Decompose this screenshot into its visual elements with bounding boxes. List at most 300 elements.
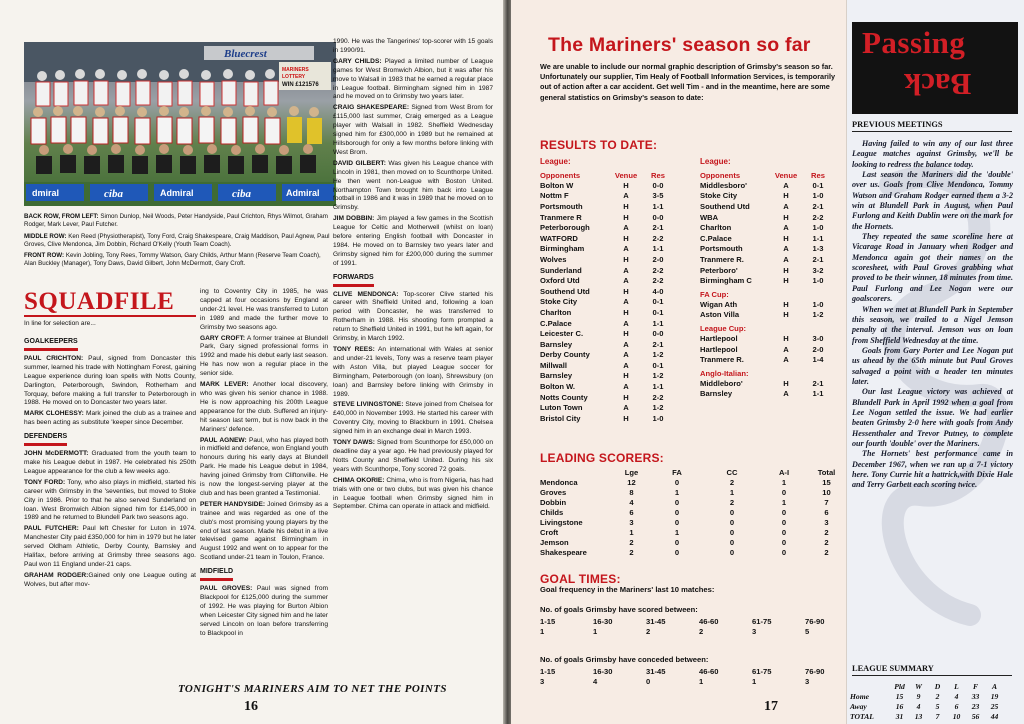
result-row xyxy=(700,333,832,344)
player-entry: PAUL FUTCHER: Paul left Chester for Luton in 1974. Manchester City paid £350,000 for him in 1979 but he later served Oldham Athletic, Derby County, Barnsley and Halifax, before arriving at Grimsby three seasons ago. Paul won 11 England under-21 caps. xyxy=(24,525,196,568)
cell: Charlton xyxy=(700,223,732,233)
cell: Hartlepool xyxy=(700,344,738,354)
cell: 2-2 xyxy=(652,265,664,275)
cell: H xyxy=(783,191,789,201)
results-heading: RESULTS TO DATE: xyxy=(540,138,658,152)
cell: Away xyxy=(850,701,867,711)
cell: WATFORD xyxy=(540,233,578,243)
cell: A xyxy=(783,180,789,190)
result-row xyxy=(540,286,672,297)
player-entry: GARY CHILDS: Played a limited number of League games for West Bromwich Albion, but it was after his move to Walsall in 1983 that he earned a regular place in League football. Birmingham signed him in 1987 and he moved on to Grimsby two years later. xyxy=(333,57,493,101)
cell: 0 xyxy=(781,547,787,557)
cell: 1 xyxy=(729,488,735,498)
scorer-row xyxy=(540,498,846,508)
scored-label: No. of goals Grimsby have scored between: xyxy=(540,605,698,614)
result-row xyxy=(700,212,832,223)
cell: A xyxy=(623,403,629,413)
cell: 4 xyxy=(629,498,634,508)
competition-subheading: FA Cup: xyxy=(700,289,729,299)
summary-header-row: Pld W D L F A xyxy=(894,682,998,692)
cell: 1-1 xyxy=(652,244,664,254)
scorer-row xyxy=(540,527,846,537)
result-row xyxy=(540,275,672,286)
cell: H xyxy=(623,286,629,296)
cell: 0 xyxy=(674,478,680,488)
results-table-left xyxy=(540,167,672,424)
result-row xyxy=(540,212,672,223)
cell: 7 xyxy=(824,498,829,508)
back-title-inverted: Back xyxy=(904,67,972,102)
cell: Aston Villa xyxy=(700,310,740,320)
player-entry: CHIMA OKORIE: Chima, who is from Nigeria, has had trials with one or two clubs, but was given his chance in League football when Grimsby signed him in September. Chima can operate in attack and midfield. xyxy=(333,476,494,511)
player-entry: CRAIG SHAKESPEARE: Signed from West Brom for £115,000 last summer, Craig emerged as a League player with Walsall in 1982. Sheffield Wednesday signed him for £300,000 in 1989 but he remained at Hillsborough for only a few months before linking with West Brom. xyxy=(333,104,493,156)
cell: 56 xyxy=(971,711,980,721)
cell: A xyxy=(623,297,629,307)
intro-paragraph: We are unable to include our normal graphic description of Grimsby's season so far. Unfortunately our supplier, Tim Healy of Football Information Services, is temporarily out of action after a car accident. Get well Tim - and in the meantime, here are some general statistics on Grimsby's season to date: xyxy=(540,62,836,102)
cell: Luton Town xyxy=(540,403,583,413)
cell: 0 xyxy=(729,537,735,547)
cell: Portsmouth xyxy=(700,244,743,254)
cell: A xyxy=(783,355,789,365)
cell: 2-2 xyxy=(652,392,664,402)
cell: H xyxy=(623,233,629,243)
cell: 2 xyxy=(699,626,704,636)
cell: A xyxy=(623,339,629,349)
player-entry: TONY FORD: Tony, who also plays in midfield, started his career with Grimsby in the 'seventies, but moved to Stoke City in 1986. Prior to that he also served Sunderland on loan. West Bromwich Albion signed him for £145,000 in 1989 and he returned to Blundell Park two seasons ago. xyxy=(24,478,196,522)
cell: Peterborough xyxy=(540,223,590,233)
summary-row xyxy=(850,711,1004,721)
cell: Millwall xyxy=(540,360,568,370)
competition-subheading: League Cup: xyxy=(700,324,746,334)
cell: 25 xyxy=(990,701,999,711)
stand-sign: Bluecrest xyxy=(224,48,267,60)
cell: 0 xyxy=(674,547,680,557)
cell: 0-0 xyxy=(652,180,664,190)
cell: 0-1 xyxy=(652,360,664,370)
result-row xyxy=(540,222,672,233)
paragraph: Last season the Mariners did the 'double' over us. Goals from Clive Mendonca, Tommy Watson and Graham Rodger earned them a 3-2 win at Blundell Park in August, when Paul Furlong and Keith Dublin were on the mark for the Hornets. xyxy=(852,170,1013,231)
cell: A xyxy=(623,382,629,392)
result-row xyxy=(540,413,672,424)
cell: Home xyxy=(850,692,869,702)
league-summary-heading: LEAGUE SUMMARY xyxy=(852,664,934,673)
player-entry: PAUL AGNEW: Paul, who has played both in midfield and defence, won England youth honours during his early days at Blundell Park. He made his League debut in 1984, having joined Grimsby from Cliftonville. He is now the longest-serving player at the club and has been granted a Testimonial. xyxy=(200,436,328,497)
cell: 1-15 xyxy=(540,666,556,676)
cell: 16 xyxy=(895,701,904,711)
result-row xyxy=(540,371,672,382)
cell: 0 xyxy=(674,518,680,527)
cell: Southend Utd xyxy=(700,201,750,211)
cell: 61-75 xyxy=(752,666,772,676)
cell: 2-2 xyxy=(652,276,664,286)
ad-board-1: dmiral xyxy=(32,188,60,198)
cell: 0 xyxy=(674,498,680,508)
cell: 2 xyxy=(646,626,651,636)
result-row xyxy=(540,191,672,202)
cell: 2 xyxy=(729,498,735,508)
result-row xyxy=(540,244,672,255)
cell: 1 xyxy=(593,626,598,636)
cell: Tranmere R. xyxy=(700,355,744,365)
cell: A xyxy=(623,223,629,233)
cell: 0 xyxy=(729,527,735,537)
cell: 6 xyxy=(954,701,959,711)
cell: Barnsley xyxy=(700,389,733,399)
result-row xyxy=(540,233,672,244)
cell: 4 xyxy=(593,676,598,686)
result-row xyxy=(540,307,672,318)
ad-board-5: Admiral xyxy=(286,188,320,198)
result-row xyxy=(540,265,672,276)
result-row xyxy=(700,389,832,400)
cell: 12 xyxy=(627,478,636,488)
cell: 1-0 xyxy=(812,299,824,309)
cell: 2-2 xyxy=(652,233,664,243)
cell: H xyxy=(623,201,629,211)
results-header-row: Opponents Venue Res xyxy=(540,171,665,180)
cell: H xyxy=(783,265,789,275)
cell: A xyxy=(623,276,629,286)
cell: 0 xyxy=(781,518,787,527)
cell: 0 xyxy=(781,508,787,518)
footer-strapline: TONIGHT'S MARINERS AIM TO NET THE POINTS xyxy=(178,683,447,695)
cell: 3-0 xyxy=(812,333,824,343)
cell: 8 xyxy=(629,488,634,498)
result-row xyxy=(700,275,832,286)
result-row xyxy=(540,350,672,361)
cell: Birmingham C xyxy=(700,276,752,286)
player-entry: MARK CLOHESSY: Mark joined the club as a trainee and has been acting as substitute 'keeper since December. xyxy=(24,410,196,427)
cell: 0-1 xyxy=(652,307,664,317)
cell: 4 xyxy=(916,701,921,711)
cell: 1 xyxy=(540,626,545,636)
cell: A xyxy=(783,244,789,254)
defenders-heading: DEFENDERS xyxy=(24,433,196,446)
cell: 2-1 xyxy=(812,378,824,388)
result-row xyxy=(540,392,672,403)
result-row xyxy=(540,254,672,265)
cell: Peterboro' xyxy=(700,265,738,275)
cell: A xyxy=(623,350,629,360)
cell: H xyxy=(623,371,629,381)
result-row xyxy=(700,344,832,355)
ad-board-3: Admiral xyxy=(160,188,194,198)
player-entry: TONY REES: An international with Wales at senior and under-21 levels, Tony was a reserve team player with Aston Villa, but played League soccer for Birmingham, Peterborough (on loan), Shrewsbury (on loan) and Barnsley before linking with Grimsby in 1989. xyxy=(333,346,493,398)
cell: 4-0 xyxy=(652,286,664,296)
cell: Wolves xyxy=(540,254,567,264)
cell: 44 xyxy=(990,711,999,721)
cell: H xyxy=(783,299,789,309)
photo-caption xyxy=(24,213,334,272)
cell: 1-0 xyxy=(812,191,824,201)
player-entry: DAVID GILBERT: Was given his League chance with Lincoln in 1981, then moved on to Scunthorpe United. He then went non-League with Boston United. Northampton Town brought him back into League football in 1986 and it was in 1989 that he moved on to Grimsby. xyxy=(333,159,493,212)
heading-rule xyxy=(852,675,1012,676)
team-photo xyxy=(24,42,336,206)
cell: 0 xyxy=(646,676,651,686)
board-line-1: MARINERS xyxy=(282,67,309,73)
paragraph: They repeated the same scoreline here at Vicarage Road in January when Rodger and Mendonca again got their names on the scoresheet, with Paul Groves grabbing what proved to be their winner, 18 minutes from time. Paul Furlong and Lee Nogan were our goalscorers. xyxy=(852,232,1013,304)
squadfile-title: SQUADFILE xyxy=(24,288,175,315)
cell: 15 xyxy=(822,478,831,488)
cell: A xyxy=(623,318,629,328)
cell: H xyxy=(623,307,629,317)
title-rule xyxy=(24,315,196,317)
cell: Bristol City xyxy=(540,413,581,423)
result-row xyxy=(700,222,832,233)
result-row xyxy=(700,299,832,310)
cell: H xyxy=(783,276,789,286)
cell: H xyxy=(783,310,789,320)
cell: 1-2 xyxy=(652,350,664,360)
cell: H xyxy=(783,233,789,243)
cell: A xyxy=(783,254,789,264)
page-number-left: 16 xyxy=(244,699,258,714)
cell: 76-90 xyxy=(805,666,825,676)
cell: Shakespeare xyxy=(540,547,587,557)
heading-rule xyxy=(852,131,1012,132)
cell: 23 xyxy=(971,701,980,711)
cell: 0-0 xyxy=(652,329,664,339)
caption-front-row: FRONT ROW: Kevin Jobling, Tony Rees, Tommy Watson, Gary Childs, Arthur Mann (Reserve Team Coach), Alan Buckley (Manager), Tony Daws, David Gilbert, John McDermott, Gary Croft. xyxy=(24,252,321,268)
cell: 2 xyxy=(629,547,634,557)
page-number-right: 17 xyxy=(764,699,778,714)
player-entry: GARY CROFT: A former trainee at Blundell Park, Gary signed professional forms in 1992 and made his debut early last season. He has now won a regular place in the senior side. xyxy=(200,334,328,378)
cell: 1 xyxy=(699,676,704,686)
result-row xyxy=(700,378,832,389)
squad-column-1 xyxy=(24,333,196,592)
summary-row xyxy=(850,702,1004,712)
cell: Wigan Ath xyxy=(700,299,738,309)
scorer-row xyxy=(540,518,846,528)
player-entry: GRAHAM RODGER:Gained only one League outing at Wolves, but after mov- xyxy=(24,571,196,588)
player-entry: PAUL GROVES: Paul was signed from Blackpool for £125,000 during the summer of 1992. He was playing for Burton Albion when Leicester City signed him and he later served Lincoln on loan before transferring to Blackpool in xyxy=(200,585,328,637)
cell: 2-0 xyxy=(812,344,824,354)
paragraph: When we met at Blundell Park in September this season, we trailed to a Nigel Jemson penalty at the interval. Jemson was on loan from Sheffield Wednesday at the time. xyxy=(852,304,1013,345)
cell: Middleboro' xyxy=(700,378,743,388)
cell: C.Palace xyxy=(540,318,572,328)
cell: 2 xyxy=(824,527,829,537)
cell: 7 xyxy=(935,711,940,721)
cell: 3 xyxy=(805,676,810,686)
cell: 46-60 xyxy=(699,666,719,676)
cell: 1-0 xyxy=(812,223,824,233)
cell: Stoke City xyxy=(540,297,578,307)
cell: 1 xyxy=(781,478,787,488)
paragraph: Goals from Gary Porter and Lee Nogan put us ahead by the 65th minute but Paul Groves salvaged a point with a header ten minutes later. xyxy=(852,345,1013,386)
forwards-heading: FORWARDS xyxy=(333,274,493,287)
previous-meetings-text xyxy=(852,139,1013,491)
cell: 2 xyxy=(729,478,735,488)
cell: H xyxy=(783,333,789,343)
cell: Livingstone xyxy=(540,518,583,527)
scorer-row xyxy=(540,537,846,547)
cell: 3 xyxy=(540,676,545,686)
cell: 9 xyxy=(916,692,921,702)
cell: 2-1 xyxy=(652,223,664,233)
cell: 1 xyxy=(674,488,680,498)
cell: 2-2 xyxy=(812,212,824,222)
cell: 1-2 xyxy=(652,403,664,413)
results-table-right xyxy=(700,167,832,399)
results-header-row: Opponents Venue Res xyxy=(700,171,825,180)
season-title: The Mariners' season so far xyxy=(548,34,811,56)
result-row xyxy=(540,381,672,392)
cell: 1-1 xyxy=(812,233,824,243)
cell: 76-90 xyxy=(805,616,825,626)
cell: 1-3 xyxy=(812,244,824,254)
cell: 61-75 xyxy=(752,616,772,626)
cell: 16-30 xyxy=(593,666,613,676)
cell: H xyxy=(623,392,629,402)
cell: A xyxy=(783,389,789,399)
cell: Oxford Utd xyxy=(540,276,580,286)
result-row xyxy=(700,310,832,321)
cell: 5 xyxy=(935,701,940,711)
cell: 1-0 xyxy=(812,276,824,286)
cell: 2-1 xyxy=(812,254,824,264)
cell: 3-2 xyxy=(812,265,824,275)
cell: Childs xyxy=(540,508,564,518)
midfield-heading: MIDFIELD xyxy=(200,568,328,581)
cell: Charlton xyxy=(540,307,572,317)
cell: 0 xyxy=(781,488,787,498)
cell: 1-2 xyxy=(652,371,664,381)
cell: H xyxy=(623,329,629,339)
cell: H xyxy=(783,212,789,222)
cell: 10 xyxy=(952,711,961,721)
cell: C.Palace xyxy=(700,233,732,243)
ad-board-2: ciba xyxy=(104,188,123,200)
result-row xyxy=(700,244,832,255)
result-row xyxy=(540,339,672,350)
result-row xyxy=(700,201,832,212)
cell: 0-1 xyxy=(812,180,824,190)
cell: A xyxy=(783,201,789,211)
cell: 31-45 xyxy=(646,666,666,676)
result-row xyxy=(700,191,832,202)
cell: Notts County xyxy=(540,392,588,402)
interval-row xyxy=(540,616,858,626)
paragraph: Our last League victory was achieved at Blundell Park in April 1992 when a goal from Lee Nogan settled the issue. We had earlier beaten Grimsby 2-0 here with goals from Andy Hessenthaler and Trevor Putney, to complete our fourth 'double' over the Mariners. xyxy=(852,387,1013,448)
squad-column-2 xyxy=(200,288,328,641)
cell: 6 xyxy=(824,508,829,518)
cell: 33 xyxy=(971,692,980,702)
cell: 1 xyxy=(752,676,757,686)
cell: Croft xyxy=(540,527,559,537)
goals-row xyxy=(540,626,858,636)
cell: 0 xyxy=(729,547,735,557)
league-label-right: League: xyxy=(700,157,731,166)
team-photo-illustration xyxy=(24,42,336,206)
cell: 31-45 xyxy=(646,616,666,626)
cell: H xyxy=(623,413,629,423)
cell: Leicester C. xyxy=(540,329,584,339)
cell: Portsmouth xyxy=(540,201,583,211)
cell: 1-1 xyxy=(652,382,664,392)
result-row xyxy=(540,360,672,371)
cell: 13 xyxy=(914,711,923,721)
cell: H xyxy=(623,254,629,264)
ad-board-4: ciba xyxy=(232,188,251,200)
caption-back-row: BACK ROW, FROM LEFT: Simon Dunlop, Neil Woods, Peter Handyside, Paul Crichton, Rhys Wilmot, Graham Rodger, Mark Lever, Paul Futcher. xyxy=(24,213,328,229)
cell: H xyxy=(623,212,629,222)
cell: 10 xyxy=(822,488,831,498)
paragraph: The Hornets' best performance came in December 1967, when we ran up a 7-1 victory here. Tony Currie hit a hattrick,with Dixie Hale and Terry Garbett each scoring twice. xyxy=(852,449,1013,490)
cell: Birmingham xyxy=(540,244,585,254)
cell: Jemson xyxy=(540,537,569,547)
league-summary-table xyxy=(850,682,1004,721)
player-entry: STEVE LIVINGSTONE: Steve joined from Chelsea for £40,000 in November 1993. He started his career with Coventry City, moving to Blackburn in 1991. Chelsea signed him in an exchange deal in March 1993. xyxy=(333,401,493,436)
cell: Dobbin xyxy=(540,498,567,508)
cell: Mendonca xyxy=(540,478,578,488)
competition-subheading: Anglo-Italian: xyxy=(700,368,749,378)
cell: 3 xyxy=(629,518,634,527)
cell: 0 xyxy=(781,527,787,537)
cell: 0 xyxy=(674,508,680,518)
cell: Middlesboro' xyxy=(700,180,747,190)
cell: Hartlepool xyxy=(700,333,738,343)
result-row xyxy=(540,328,672,339)
result-row xyxy=(700,180,832,191)
scorers-heading: LEADING SCORERS: xyxy=(540,451,664,465)
cell: 2-1 xyxy=(812,201,824,211)
cell: 2 xyxy=(824,537,829,547)
scorer-row xyxy=(540,547,846,557)
conceded-table xyxy=(540,666,858,686)
result-row xyxy=(540,180,672,191)
cell: 0 xyxy=(729,508,735,518)
passing-title: Passing xyxy=(862,25,966,60)
cell: Bolton W. xyxy=(540,382,576,392)
cell: Southend Utd xyxy=(540,286,590,296)
scorers-header-row: Lge FA CC A-I Total xyxy=(624,467,836,477)
cell: Nottm F xyxy=(540,191,569,201)
paragraph: Having failed to win any of our last three League matches against Grimsby, we'll be looking to redress the balance today. xyxy=(852,139,1013,169)
result-row xyxy=(700,354,832,365)
cell: 0 xyxy=(729,518,735,527)
scored-table xyxy=(540,616,858,636)
scorer-row xyxy=(540,478,846,488)
cell: A xyxy=(623,360,629,370)
cell: H xyxy=(623,180,629,190)
cell: 16-30 xyxy=(593,616,613,626)
caption-middle-row: MIDDLE ROW: Ken Reed (Physiotherapist), Tony Ford, Craig Shakespeare, Craig Maddison, Paul Agnew, Paul Groves, Clive Mendonca, Jim Dobbin, Richard O'Kelly (Youth Team Coach). xyxy=(24,232,330,248)
summary-row xyxy=(850,692,1004,702)
player-entry: PETER HANDYSIDE: Joined Grimsby as a trainee and was regarded as one of the club's most promising young players by the end of last season. Made his debut in a live televised game against Birmingham in August 1992 and went on to appear for the Scotland under-21 team in Toulon, France. xyxy=(200,500,328,562)
cell: A xyxy=(623,265,629,275)
cell: Sunderland xyxy=(540,265,582,275)
player-entry: 1990. He was the Tangerines' top-scorer with 15 goals in 1990/91. xyxy=(333,38,493,54)
cell: TOTAL xyxy=(850,711,874,721)
cell: 2 xyxy=(824,547,829,557)
cell: 19 xyxy=(990,692,999,702)
result-row xyxy=(540,201,672,212)
cell: Derby County xyxy=(540,350,590,360)
cell: 0 xyxy=(674,537,680,547)
goals-row xyxy=(540,676,858,686)
cell: Tranmere R xyxy=(540,212,582,222)
previous-meetings-heading: PREVIOUS MEETINGS xyxy=(852,120,943,129)
cell: 1-2 xyxy=(812,310,824,320)
cell: 46-60 xyxy=(699,616,719,626)
cell: A xyxy=(783,223,789,233)
cell: 2 xyxy=(935,692,940,702)
cell: H xyxy=(783,378,789,388)
player-entry: JIM DOBBIN: Jim played a few games in the Scottish League for Celtic and Motherwell (whilst on loan) before entering English football with Doncaster in 1984. He moved on to Barnsley two years later and Grimsby signed him for £200,000 during the summer of 1991. xyxy=(333,215,494,267)
result-row xyxy=(700,254,832,265)
cell: 1-15 xyxy=(540,616,556,626)
result-row xyxy=(700,233,832,244)
